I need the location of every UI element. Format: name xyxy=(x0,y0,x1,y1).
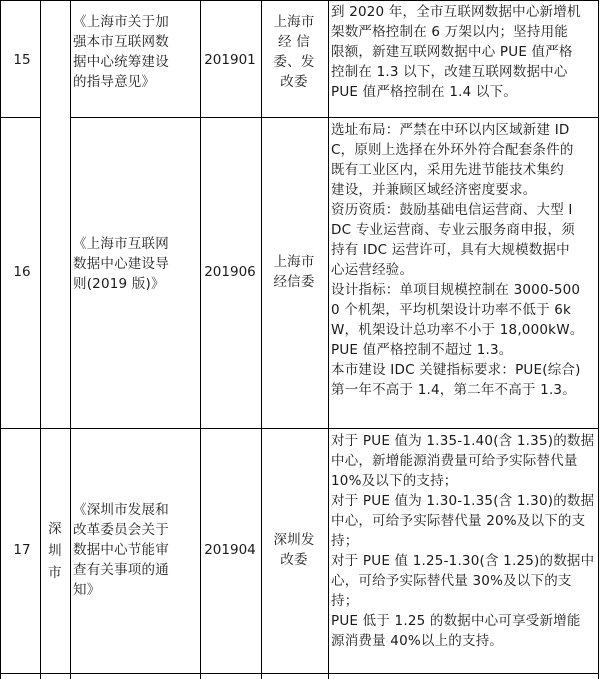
policy-content xyxy=(331,2,595,102)
content-paragraph: 对于 PUE 值为 1.35-1.40(含 1.35)的数据 中心，新增能源消费量可给予实际替代量 10%及以下的支持； xyxy=(331,433,595,489)
issue-date: 201901 xyxy=(204,52,256,68)
issuing-dept: 上海市 经 信 委、发 改委 xyxy=(273,14,315,90)
issue-date: 201904 xyxy=(204,542,256,558)
policy-title: 《上海市关于加 强本市互联网数 据中心统筹建设 的指导意见》 xyxy=(73,14,169,90)
issuing-dept: 上海市 经信委 xyxy=(273,254,315,290)
policy-title: 《上海市互联网 数据中心建设导 则(2019 版)》 xyxy=(73,236,169,292)
issue-date: 201906 xyxy=(204,264,256,280)
policy-content xyxy=(331,120,595,400)
column-divider xyxy=(200,0,201,679)
column-divider xyxy=(70,0,71,679)
policy-title: 《深圳市发展和 改革委员会关于 数据中心节能审 查有关事项的通 知》 xyxy=(73,502,169,598)
content-paragraph: 资历资质：鼓励基础电信运营商、大型 I DC 专业运营商、专业云服务商申报，须 持有 IDC 运营许可，具有大规模数据中 心运营经验。 xyxy=(331,202,575,278)
policy-content xyxy=(331,431,595,651)
content-paragraph: 对于 PUE 值 1.25-1.30(含 1.25)的数据中 心，可给予实际替代量 30%及以下的支 持； xyxy=(331,553,595,609)
content-paragraph: 本市建设 IDC 关键指标要求：PUE(综合) 第一年不高于 1.4，第二年不高于 1.3。 xyxy=(331,362,581,398)
table-border-left xyxy=(0,0,1,679)
row-divider xyxy=(70,117,599,118)
content-paragraph: 设计指标：单项目规模控制在 3000-500 0 个机架，平均机架设计功率不低于 6k W，机架设计总功率不小于 18,000kW。 PUE 值严格控制不超过 1.3。 xyxy=(331,282,584,358)
content-paragraph: PUE 低于 1.25 的数据中心可享受新增能 源消费量 40%以上的支持。 xyxy=(331,613,581,649)
column-divider xyxy=(328,0,329,679)
row-divider xyxy=(0,673,599,674)
content-paragraph: 选址布局：严禁在中环以内区域新建 ID C，原则上选择在外环外符合配套条件的 既有工业区内，采用先进节能技术集约 建设，并兼顾区域经济密度要求。 xyxy=(331,122,574,198)
table-border-right xyxy=(598,0,599,679)
row-divider xyxy=(0,117,40,118)
issuing-dept: 深圳发 改委 xyxy=(273,532,315,568)
content-paragraph: 到 2020 年，全市互联网数据中心新增机 架数严格控制在 6 万架以内；坚持用能 限额，新建互联网数据中心 PUE 值严格 控制在 1.3 以下，改建互联网数据中心 PUE 值严格控制在 1.4 以下。 xyxy=(331,4,581,100)
city-name: 深 圳 市 xyxy=(48,521,62,581)
row-divider xyxy=(0,428,599,429)
row-divider xyxy=(0,0,599,1)
column-divider xyxy=(261,0,262,679)
row-number: 15 xyxy=(13,52,31,68)
content-paragraph: 对于 PUE 值为 1.30-1.35(含 1.30)的数据 中心，可给予实际替代量 20%及以下的支 持； xyxy=(331,493,595,549)
row-number: 17 xyxy=(13,542,31,558)
row-number: 16 xyxy=(13,264,31,280)
